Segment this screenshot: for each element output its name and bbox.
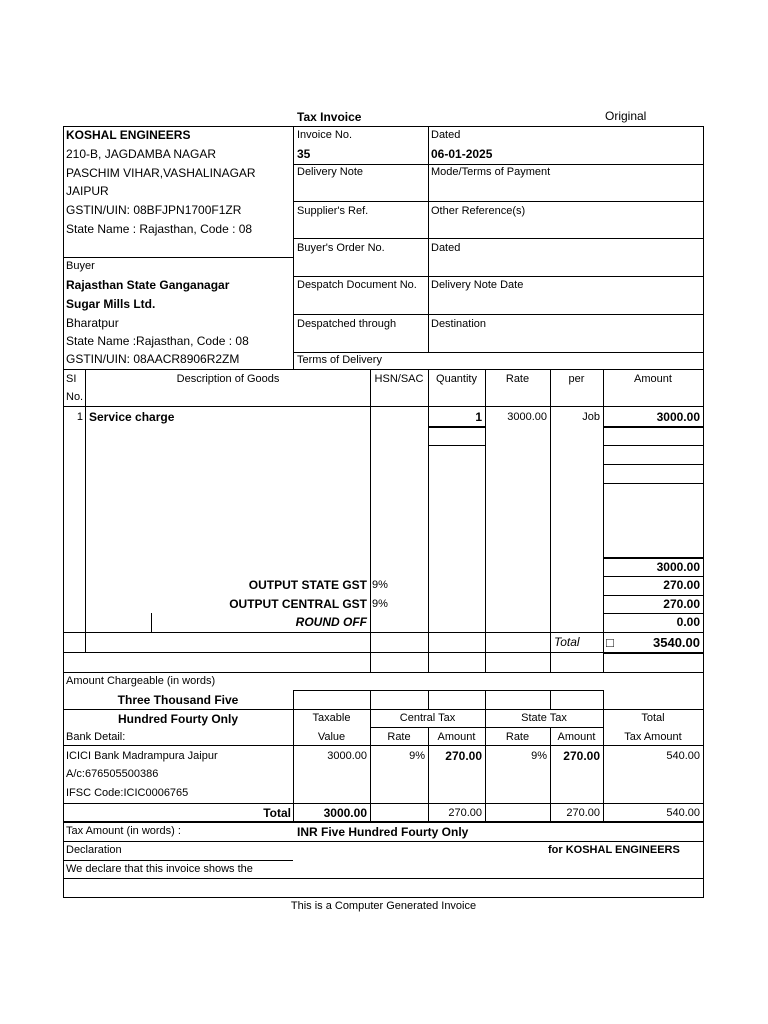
- item-description: Service charge: [89, 410, 175, 424]
- buyer-gstin: GSTIN/UIN: 08AACR8906R2ZM: [66, 352, 240, 366]
- copy-label: Original: [605, 109, 647, 123]
- col-si: SI: [66, 373, 77, 385]
- seller-name: KOSHAL ENGINEERS: [66, 128, 191, 142]
- declaration-text: We declare that this invoice shows the: [66, 863, 253, 875]
- cgst-label: OUTPUT CENTRAL GST: [229, 597, 367, 611]
- seller-address-line: JAIPUR: [66, 184, 109, 198]
- col-rate: Rate: [505, 373, 530, 385]
- sgst-label: OUTPUT STATE GST: [248, 578, 367, 592]
- despatched-through-label: Despatched through: [297, 318, 397, 330]
- words-label: Amount Chargeable (in words): [66, 675, 216, 687]
- seller-address-line: PASCHIM VIHAR,VASHALINAGAR: [66, 166, 256, 180]
- buyer-label: Buyer: [66, 260, 95, 272]
- item-quantity: 1: [475, 410, 482, 424]
- footer-note: This is a Computer Generated Invoice: [290, 900, 477, 912]
- destination-label: Destination: [431, 318, 487, 330]
- summary-total-tax-amount: 540.00: [666, 807, 700, 819]
- col-amount: Amount: [634, 373, 672, 385]
- central-tax-header: Central Tax: [399, 712, 456, 724]
- subtotal: 3000.00: [656, 560, 700, 574]
- bank-label: Bank Detail:: [66, 731, 126, 743]
- cgst-amount: 270.00: [663, 597, 700, 611]
- buyer-city: Bharatpur: [66, 316, 119, 330]
- summary-central-rate: 9%: [409, 750, 425, 762]
- amount-in-words: Hundred Fourty Only: [118, 712, 238, 726]
- col-per: per: [568, 373, 585, 385]
- invoice-no: 35: [297, 147, 311, 161]
- seller-gstin: GSTIN/UIN: 08BFJPN1700F1ZR: [66, 203, 242, 217]
- total-label: Total: [554, 635, 580, 649]
- central-rate-header: Rate: [387, 731, 411, 743]
- buyer-state: State Name :Rajasthan, Code : 08: [66, 334, 249, 348]
- buyer-name: Sugar Mills Ltd.: [66, 297, 156, 311]
- despatch-doc-label: Despatch Document No.: [297, 279, 417, 291]
- grand-total: 3540.00: [653, 635, 700, 650]
- summary-total-taxable: 3000.00: [323, 806, 367, 820]
- summary-state-rate: 9%: [531, 750, 547, 762]
- state-rate-header: Rate: [505, 731, 530, 743]
- declaration-label: Declaration: [66, 844, 122, 856]
- bank-name: ICICI Bank Madrampura Jaipur: [66, 750, 218, 762]
- other-ref-label: Other Reference(s): [431, 205, 526, 217]
- currency-symbol: □: [606, 635, 614, 650]
- item-rate: 3000.00: [507, 411, 547, 423]
- buyers-order-label: Buyer's Order No.: [297, 242, 385, 254]
- total-tax-header: Tax Amount: [624, 731, 682, 743]
- col-quantity: Quantity: [436, 373, 477, 385]
- col-description: Description of Goods: [176, 373, 280, 385]
- item-per: Job: [582, 411, 600, 423]
- col-si: No.: [66, 391, 84, 403]
- item-si: 1: [76, 411, 83, 423]
- invoice-no-label: Invoice No.: [297, 129, 353, 141]
- item-amount: 3000.00: [656, 410, 700, 424]
- invoice-date: 06-01-2025: [431, 147, 493, 161]
- taxable-header: Value: [317, 731, 346, 743]
- bank-account: A/c:676505500386: [66, 768, 159, 780]
- summary-total-tax: 540.00: [666, 750, 700, 762]
- suppliers-ref-label: Supplier's Ref.: [297, 205, 369, 217]
- tax-words-label: Tax Amount (in words) :: [66, 825, 181, 837]
- bank-ifsc: IFSC Code:ICIC0006765: [66, 787, 189, 799]
- cgst-rate: 9%: [372, 598, 388, 610]
- summary-state-amount: 270.00: [563, 749, 600, 763]
- taxable-header: Taxable: [312, 712, 351, 724]
- dated2-label: Dated: [431, 242, 461, 254]
- buyer-name: Rajasthan State Ganganagar: [66, 278, 230, 292]
- state-tax-header: State Tax: [521, 712, 567, 724]
- delivery-note-label: Delivery Note: [297, 166, 364, 178]
- delivery-note-date-label: Delivery Note Date: [431, 279, 524, 291]
- mode-terms-label: Mode/Terms of Payment: [431, 166, 551, 178]
- round-off-label: ROUND OFF: [295, 615, 367, 629]
- state-amount-header: Amount: [557, 731, 596, 743]
- dated-label: Dated: [431, 129, 461, 141]
- amount-in-words: Three Thousand Five: [117, 693, 239, 707]
- sgst-rate: 9%: [372, 579, 388, 591]
- summary-total-state: 270.00: [566, 807, 600, 819]
- seller-state: State Name : Rajasthan, Code : 08: [66, 222, 253, 236]
- tax-in-words: INR Five Hundred Fourty Only: [297, 825, 469, 839]
- signatory: for KOSHAL ENGINEERS: [548, 844, 680, 856]
- terms-delivery-label: Terms of Delivery: [297, 354, 382, 366]
- total-tax-header: Total: [641, 712, 665, 724]
- summary-central-amount: 270.00: [445, 749, 482, 763]
- sgst-amount: 270.00: [663, 578, 700, 592]
- invoice-title: Tax Invoice: [297, 110, 362, 124]
- summary-taxable: 3000.00: [327, 750, 367, 762]
- summary-total-label: Total: [263, 806, 291, 820]
- summary-total-central: 270.00: [448, 807, 482, 819]
- central-amount-header: Amount: [437, 731, 476, 743]
- col-hsn: HSN/SAC: [374, 373, 424, 385]
- seller-address-line: 210-B, JAGDAMBA NAGAR: [66, 147, 217, 161]
- round-off-amount: 0.00: [676, 615, 700, 629]
